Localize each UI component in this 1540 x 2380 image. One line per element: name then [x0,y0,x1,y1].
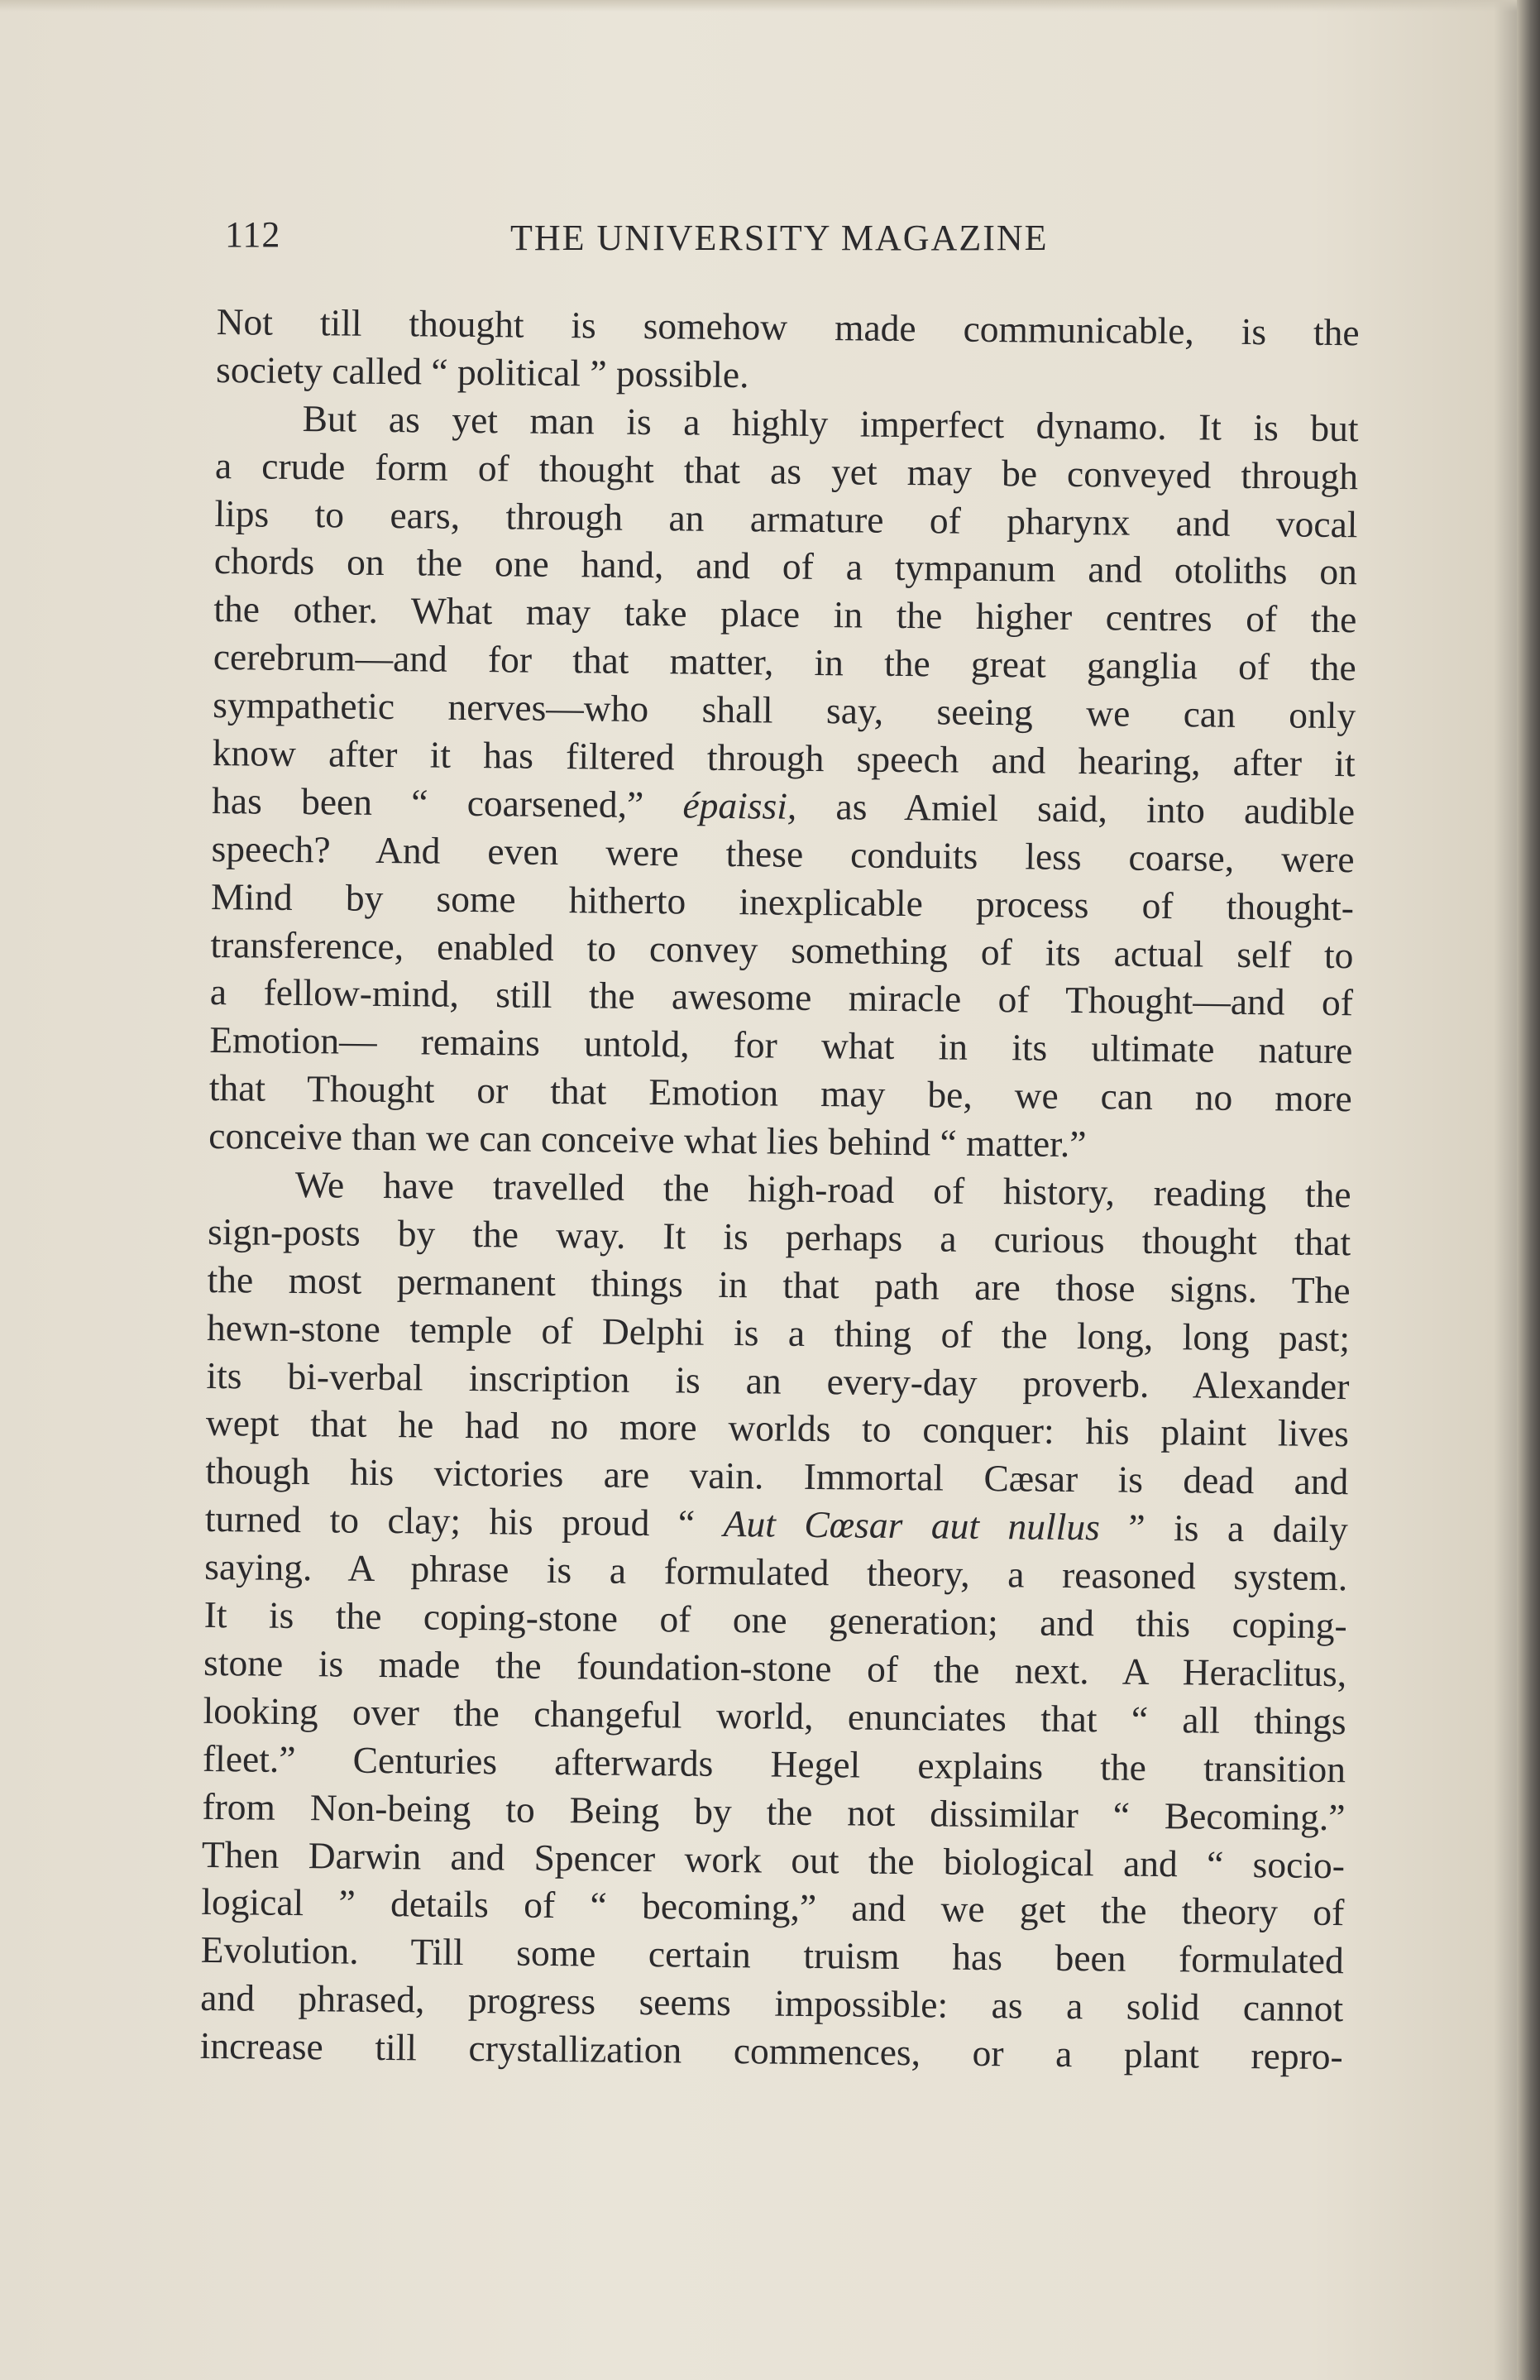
text-line: the most permanent things in that path are those signs. The [207,1257,1351,1312]
text-line: fleet.” Centuries afterwards Hegel explains the transition [202,1736,1346,1790]
text-line: It is the coping-stone of one generation; and this coping- [203,1592,1347,1647]
page-number: 112 [225,214,281,255]
text-line: from Non-being to Being by the not dissimilar “ Becoming.” [202,1784,1346,1838]
text-line: increase till crystallization commences, or a plant repro- [199,2023,1343,2078]
text-line-italic-phrase: turned to clay; his proud “ Aut Cœsar aut nullus ” is a daily [204,1497,1349,1551]
text-line: Then Darwin and Spencer work out the biological and “ socio- [201,1832,1346,1886]
text-line: Evolution. Till some certain truism has been formulated [200,1928,1345,1982]
text-line: speech? And even were these conduits less coarse, were [211,826,1355,881]
text-line: transference, enabled to convey something of its actual self to [210,922,1354,976]
text-line: its bi-verbal inscription is an every-day proverb. Alexander [206,1353,1350,1407]
text-line: a fellow-mind, still the awesome miracle of Thought—and of [209,970,1354,1024]
text-line: cerebrum—and for that matter, in the great ganglia of the [213,635,1357,689]
text-line: We have travelled the high-road of history, reading the [294,1162,1351,1216]
text-line: sympathetic nerves—who shall say, seeing we can only [213,683,1356,737]
text-line: society called “ political ” possible. [215,347,749,396]
italic-phrase: épaissi, [682,783,797,827]
text-line: But as yet man is a highly imperfect dynamo. It is but [302,396,1359,450]
text-line: Emotion— remains untold, for what in its ultimate nature [209,1018,1353,1072]
text-line: a crude form of thought that as yet may be conveyed through [214,443,1359,497]
text-line: hewn-stone temple of Delphi is a thing of the long, long past; [206,1305,1351,1359]
italic-phrase: Aut Cœsar aut nullus [723,1502,1101,1549]
text-line: looking over the changeful world, enunciates that “ all things [203,1688,1346,1743]
page-gutter-edge [1517,0,1540,2380]
text-line: logical ” details of “ becoming,” and we get the theory of [201,1880,1345,1934]
text-line: the other. What may take place in the higher centres of the [213,587,1357,641]
page-top-shadow [0,0,1540,12]
text-line: chords on the one hand, and of a tympanum and otoliths on [213,539,1358,593]
text-line: sign-posts by the way. It is perhaps a curious thought that [207,1209,1351,1264]
text-line-italic-phrase: has been “ coarsened,” épaissi, as Amiel said, into audible [211,778,1356,833]
text-line: stone is made the foundation-stone of the next. A Heraclitus, [203,1640,1347,1695]
text-line: know after it has filtered through speech and hearing, after it [212,730,1356,785]
text-line: conceive than we can conceive what lies behind “ matter.” [208,1114,1087,1166]
text-line: saying. A phrase is a formulated theory, a reasoned system. [204,1545,1348,1599]
text-line: Not till thought is somehow made communicable, is the [216,299,1360,354]
text-line: though his victories are vain. Immortal Cæsar is dead and [205,1449,1349,1503]
text-line: Mind by some hitherto inexplicable process of thought- [210,874,1355,928]
page-header [225,213,1135,271]
text-line: and phrased, progress seems impossible: as a solid cannot [200,1976,1344,2030]
text-line: that Thought or that Emotion may be, we can no more [208,1066,1353,1120]
running-head: THE UNIVERSITY MAGAZINE [510,218,1049,258]
body-text [199,298,1359,2081]
text-line: lips to ears, through an armature of pharynx and vocal [214,491,1358,545]
text-line: wept that he had no more worlds to conquer: his plaint lives [205,1401,1350,1455]
